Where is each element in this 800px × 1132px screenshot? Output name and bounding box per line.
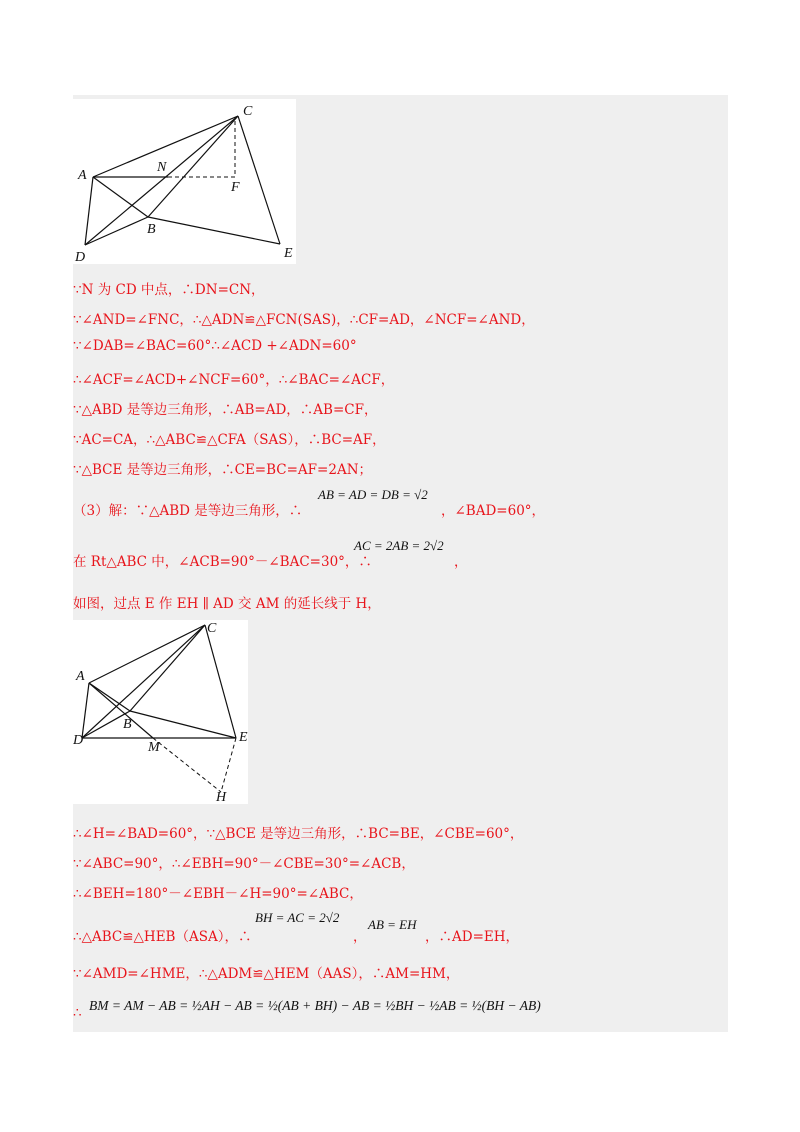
solution-line-4: ∴∠ACF=∠ACD+∠NCF=60°，∴∠BAC=∠ACF， xyxy=(73,372,395,388)
line-9-text-a: 在 Rt△ABC 中，∠ACB=90°－∠BAC=30°，∴ xyxy=(73,554,372,570)
solution-line-10: 如图，过点 E 作 EH ∥ AD 交 AM 的延长线于 H， xyxy=(73,596,381,612)
geometry-figure-1 xyxy=(73,99,296,264)
solution-line-16 xyxy=(73,1005,82,1021)
solution-line-5: ∵△ABD 是等边三角形，∴AB=AD，∴AB=CF， xyxy=(73,402,378,418)
solution-line-15: ∵∠AMD=∠HME，∴△ADM≌△HEM（AAS），∴AM=HM， xyxy=(73,966,460,982)
line-14-text-b: ，∴AD=EH， xyxy=(425,929,520,945)
label-point-d: D xyxy=(75,250,86,264)
label-point-c-2: C xyxy=(207,621,217,636)
line-8-text-a: （3）解：∵△ABD 是等边三角形，∴ xyxy=(73,503,303,519)
solution-line-13: ∴∠BEH=180°－∠EBH－∠H=90°=∠ABC， xyxy=(73,886,363,902)
line-9-text-b: ， xyxy=(454,554,468,570)
solution-line-11: ∴∠H=∠BAD=60°，∵△BCE 是等边三角形，∴BC=BE，∠CBE=60°， xyxy=(73,826,524,842)
label-point-b-2: B xyxy=(123,717,132,732)
equation-ab-ad-db: AB = AD = DB = √2 xyxy=(318,487,428,502)
solution-line-8 xyxy=(73,499,302,519)
line-16-therefore: ∴ xyxy=(73,1005,82,1021)
label-point-e: E xyxy=(284,246,293,261)
equation-ac: AC = 2AB = 2√2 xyxy=(354,538,444,553)
solution-line-3: ∵∠DAB=∠BAC=60°∴∠ACD +∠ADN=60° xyxy=(73,338,357,354)
line-14-comma: ， xyxy=(353,929,367,945)
solution-content xyxy=(73,95,728,1032)
label-point-n: N xyxy=(157,160,167,175)
solution-line-7: ∵△BCE 是等边三角形，∴CE=BC=AF=2AN； xyxy=(73,462,373,478)
label-point-a: A xyxy=(78,168,87,183)
solution-line-1: ∵N 为 CD 中点，∴DN=CN， xyxy=(73,282,265,298)
solution-line-12: ∵∠ABC=90°，∴∠EBH=90°－∠CBE=30°=∠ACB， xyxy=(73,856,415,872)
solution-line-2: ∵∠AND=∠FNC，∴△ADN≌△FCN(SAS)，∴CF=AD，∠NCF=∠AND， xyxy=(73,312,535,328)
label-point-m-2: M xyxy=(148,740,160,755)
solution-line-9 xyxy=(73,550,372,570)
equation-ab-eh: AB = EH xyxy=(368,917,417,932)
label-point-f: F xyxy=(231,180,240,195)
label-point-e-2: E xyxy=(239,730,248,745)
equation-bh: BH = AC = 2√2 xyxy=(255,910,340,925)
label-point-d-2: D xyxy=(73,733,84,748)
label-point-c: C xyxy=(243,104,253,119)
label-point-b: B xyxy=(147,222,156,237)
solution-line-6: ∵AC=CA，∴△ABC≌△CFA（SAS），∴BC=AF， xyxy=(73,432,386,448)
equation-bm: BM = AM − AB = ½AH − AB = ½(AB + BH) − AB = ½BH − ½AB = ½(BH − AB) xyxy=(89,998,541,1013)
label-point-a-2: A xyxy=(76,669,85,684)
solution-line-14 xyxy=(73,925,251,945)
line-14-text-a: ∴△ABC≌△HEB（ASA），∴ xyxy=(73,929,252,945)
label-point-h-2: H xyxy=(216,790,227,804)
line-8-text-b: ，∠BAD=60°， xyxy=(441,503,546,519)
geometry-figure-2 xyxy=(73,620,248,804)
